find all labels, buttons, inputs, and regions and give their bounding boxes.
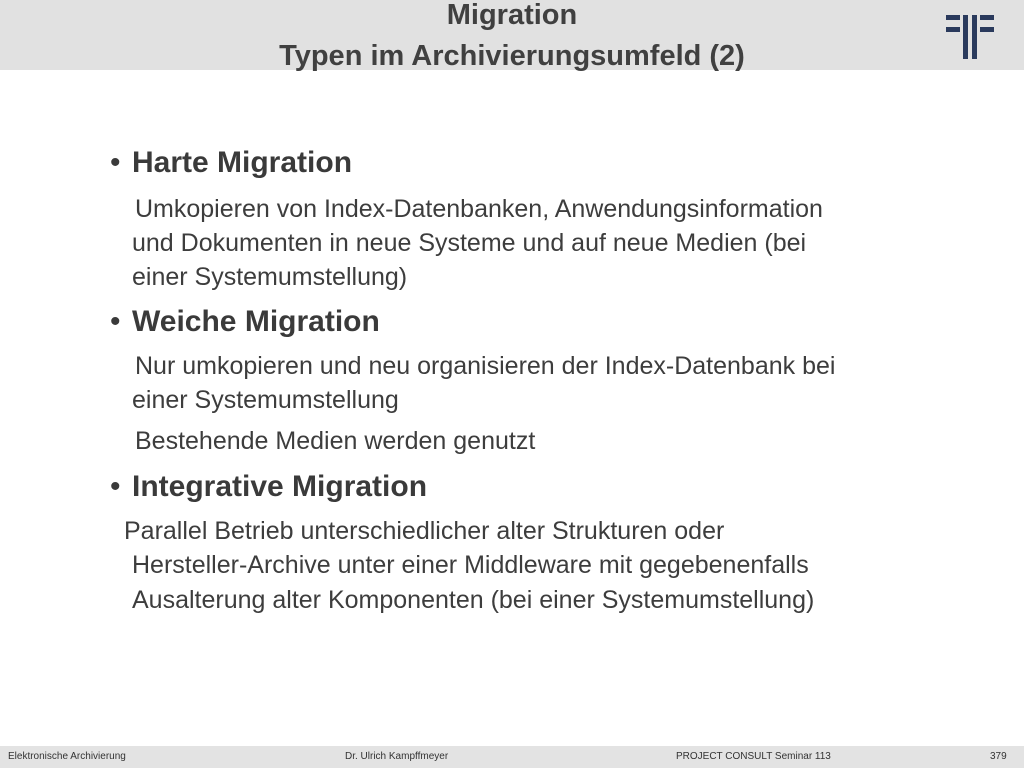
bullet-heading-integrative-migration: [110, 469, 427, 505]
bullet-heading-weiche-migration: [110, 304, 380, 340]
body-text-line: Nur umkopieren und neu organisieren der Index-Datenbank bei: [135, 352, 836, 380]
bullet-heading-text: Harte Migration: [132, 146, 353, 179]
slide-title-line-1: Migration: [446, 0, 578, 31]
body-text-line: Hersteller-Archive unter einer Middleware mit gegebenenfalls: [132, 551, 809, 579]
body-text-line: Bestehende Medien werden genutzt: [135, 427, 536, 455]
body-text-line: einer Systemumstellung: [132, 386, 399, 414]
body-text-line: Parallel Betrieb unterschiedlicher alter Strukturen oder: [124, 517, 725, 545]
footer-band: [0, 746, 1024, 768]
body-text-line: und Dokumenten in neue Systeme und auf neue Medien (bei: [132, 229, 807, 257]
bullet-heading-text: Weiche Migration: [132, 305, 380, 338]
footer-course-title: Elektronische Archivierung: [8, 751, 126, 762]
footer-page-number: 379: [990, 751, 1007, 762]
bullet-icon: •: [110, 305, 121, 338]
body-text-line: Ausalterung alter Komponenten (bei einer Systemumstellung): [132, 586, 815, 614]
footer-author: Dr. Ulrich Kampffmeyer: [345, 751, 449, 762]
bullet-heading-text: Integrative Migration: [132, 470, 428, 503]
slide-title-line-2: Typen im Archivierungsumfeld (2): [279, 40, 745, 72]
body-text-line: einer Systemumstellung): [132, 263, 408, 291]
body-text-line: Umkopieren von Index-Datenbanken, Anwendungsinformation: [135, 195, 823, 223]
footer-seminar: PROJECT CONSULT Seminar 113: [676, 751, 831, 762]
bullet-icon: •: [110, 146, 121, 179]
bullet-icon: •: [110, 470, 121, 503]
bullet-heading-harte-migration: [110, 145, 352, 181]
